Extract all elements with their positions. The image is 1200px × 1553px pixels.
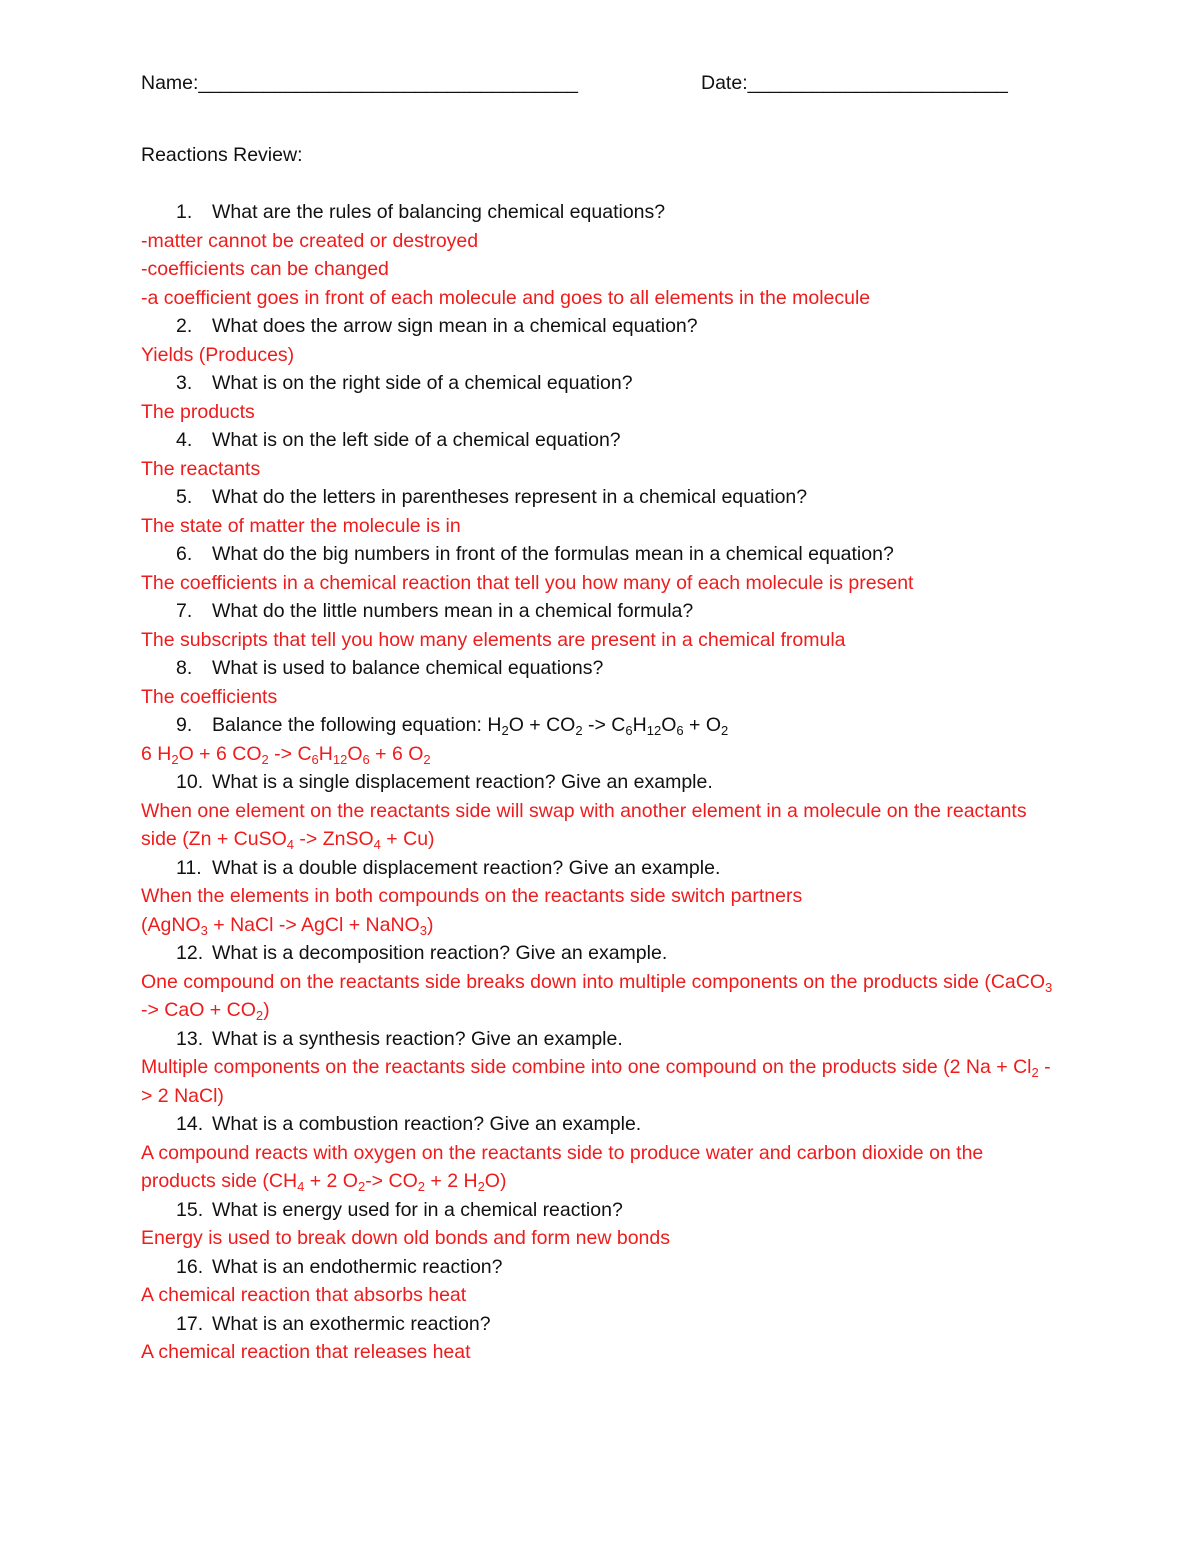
question-5: 5. What do the letters in parentheses represent in a chemical equation? [176, 486, 808, 508]
question-10: 10. What is a single displacement reaction? Give an example. [176, 771, 713, 793]
answer-14: A compound reacts with oxygen on the reactants side to produce water and carbon dioxide on the products side ($CH_4 + 2$ $O_2-> CO_2 + 2$ $H_2O$) [141, 1141, 984, 1194]
answer-1-line-3: -a coefficient goes in front of each molecule and goes to all elements in the molecule [141, 286, 871, 309]
question-2: 2. What does the arrow sign mean in a chemical equation? [176, 315, 698, 337]
answer-15: Energy is used to break down old bonds and form new bonds [141, 1227, 670, 1249]
worksheet-page [141, 68, 1061, 1367]
question-list [141, 198, 1061, 1367]
answer-1-line-2: -coefficients can be changed [141, 258, 389, 280]
answer-8: The coefficients [141, 685, 278, 708]
question-14: 14. What is a combustion reaction? Give an example. [176, 1113, 642, 1135]
answer-11-line-1: When the elements in both compounds on the reactants side switch partners [141, 885, 803, 907]
answer-3: The products [141, 400, 255, 423]
question-3: 3. What is on the right side of a chemical equation? [176, 372, 633, 394]
answer-16: A chemical reaction that absorbs heat [141, 1284, 467, 1306]
worksheet-title: Reactions Review: [141, 144, 303, 166]
answer-13: Multiple components on the reactants side combine into one compound on the products side (2 $Na + Cl_2 -> 2$ NaCl) [141, 1056, 1051, 1107]
question-7: 7. What do the little numbers mean in a chemical formula? [176, 600, 694, 622]
question-9: 9. Balance the following equation: $H_2O + CO_2 -> C_6H_{12}O_6 + O_2$ [176, 714, 729, 738]
answer-9: 6 $H_2O + 6$ $CO_2 -> C_6H_{12}O_6 + 6$ $O_2$ [141, 742, 431, 767]
header [141, 68, 1061, 99]
question-13: 13. What is a synthesis reaction? Give an example. [176, 1027, 623, 1050]
question-11: 11. What is a double displacement reaction? Give an example. [176, 856, 721, 879]
question-6: 6. What do the big numbers in front of the formulas mean in a chemical equation? [176, 543, 894, 565]
question-16: 16. What is an endothermic reaction? [176, 1255, 503, 1278]
answer-17: A chemical reaction that releases heat [141, 1341, 471, 1363]
answer-12: One compound on the reactants side breaks down into multiple components on the products side (CaCO$_3$ -> CaO + $CO_2$) [141, 970, 1053, 1023]
name-field: Name:___________________________________ [141, 72, 579, 94]
answer-5: The state of matter the molecule is in [141, 514, 461, 537]
question-4: 4. What is on the left side of a chemical equation? [176, 429, 621, 451]
answer-6: The coefficients in a chemical reaction that tell you how many of each molecule is present [141, 571, 914, 594]
question-17: 17. What is an exothermic reaction? [176, 1312, 491, 1335]
answer-2: Yields (Produces) [141, 343, 295, 366]
answer-7: The subscripts that tell you how many elements are present in a chemical fromula [141, 628, 846, 651]
answer-11-line-2: (AgNO$_3$ + NaCl -> AgCl + NaNO$_3$) [141, 913, 434, 938]
question-8: 8. What is used to balance chemical equations? [176, 657, 604, 679]
answer-1-line-1: -matter cannot be created or destroyed [141, 229, 479, 252]
answer-4: The reactants [141, 457, 261, 480]
question-1: 1. What are the rules of balancing chemical equations? [176, 201, 666, 223]
question-12: 12. What is a decomposition reaction? Give an example. [176, 942, 668, 964]
answer-10: When one element on the reactants side will swap with another element in a molecule on the reactants side (Zn + CuSO$_4$ -> ZnSO$_4$ + Cu) [141, 799, 1027, 852]
question-15: 15. What is energy used for in a chemical reaction? [176, 1198, 623, 1221]
date-field: Date:________________________ [701, 72, 1008, 94]
